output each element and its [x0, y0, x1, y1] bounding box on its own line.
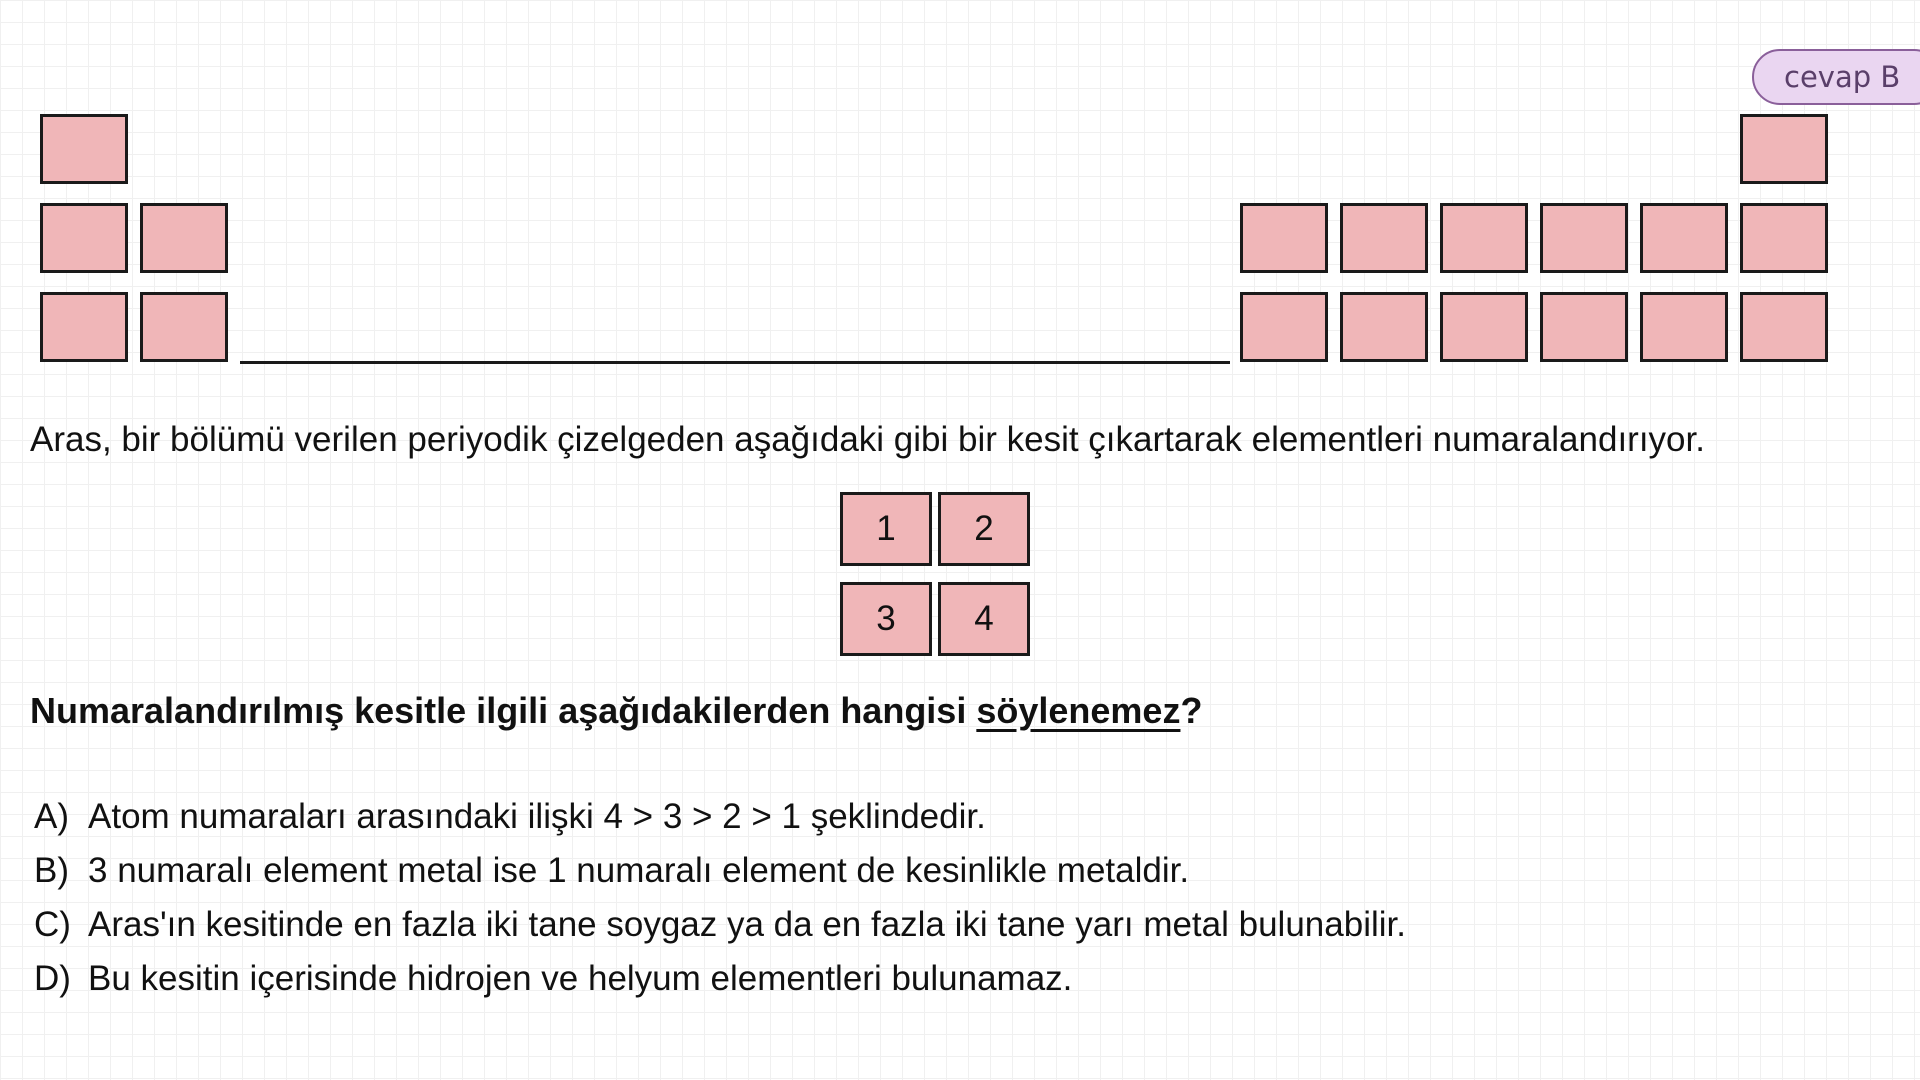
table-cell-p2-g17: [1640, 203, 1728, 273]
table-cell-p2-g18: [1740, 203, 1828, 273]
table-cell-p3-g13: [1240, 292, 1328, 362]
table-cell-p2-g15: [1440, 203, 1528, 273]
option-text: Bu kesitin içerisinde hidrojen ve helyum elementleri bulunamaz.: [88, 959, 1073, 998]
question-text: [30, 690, 1202, 732]
option-b[interactable]: [34, 851, 1189, 891]
numbered-cell-4: 4: [938, 582, 1030, 656]
option-text: Atom numaraları arasındaki ilişki 4 > 3 > 2 > 1 şeklindedir.: [88, 797, 986, 836]
transition-gap-line: [240, 361, 1230, 364]
table-cell-p3-g1: [40, 292, 128, 362]
table-cell-p1-g1: [40, 114, 128, 184]
table-cell-p3-g15: [1440, 292, 1528, 362]
table-cell-p2-g14: [1340, 203, 1428, 273]
table-cell-p3-g14: [1340, 292, 1428, 362]
numbered-cell-2: 2: [938, 492, 1030, 566]
intro-text: Aras, bir bölümü verilen periyodik çizelgeden aşağıdaki gibi bir kesit çıkartarak elementleri numaralandırıyor.: [30, 420, 1705, 459]
question-main: Numaralandırılmış kesitle ilgili aşağıdakilerden hangisi: [30, 690, 977, 731]
table-cell-p3-g18: [1740, 292, 1828, 362]
table-cell-p3-g16: [1540, 292, 1628, 362]
numbered-cell-1: 1: [840, 492, 932, 566]
table-cell-p2-g1: [40, 203, 128, 273]
option-text: Aras'ın kesitinde en fazla iki tane soygaz ya da en fazla iki tane yarı metal bulunabilir.: [88, 905, 1406, 944]
option-letter: B): [34, 851, 69, 890]
option-letter: C): [34, 905, 71, 944]
numbered-cell-3: 3: [840, 582, 932, 656]
table-cell-p3-g17: [1640, 292, 1728, 362]
table-cell-p2-g16: [1540, 203, 1628, 273]
table-cell-p1-g18: [1740, 114, 1828, 184]
question-mark: ?: [1180, 690, 1203, 731]
option-letter: D): [34, 959, 71, 998]
option-letter: A): [34, 797, 69, 836]
table-cell-p2-g13: [1240, 203, 1328, 273]
option-a[interactable]: [34, 797, 986, 837]
question-underlined-word: söylenemez: [976, 690, 1181, 731]
table-cell-p3-g2: [140, 292, 228, 362]
table-cell-p2-g2: [140, 203, 228, 273]
option-d[interactable]: [34, 959, 1072, 999]
option-c[interactable]: [34, 905, 1406, 945]
option-text: 3 numaralı element metal ise 1 numaralı element de kesinlikle metaldir.: [88, 851, 1190, 890]
answer-badge: cevap B: [1752, 49, 1920, 105]
